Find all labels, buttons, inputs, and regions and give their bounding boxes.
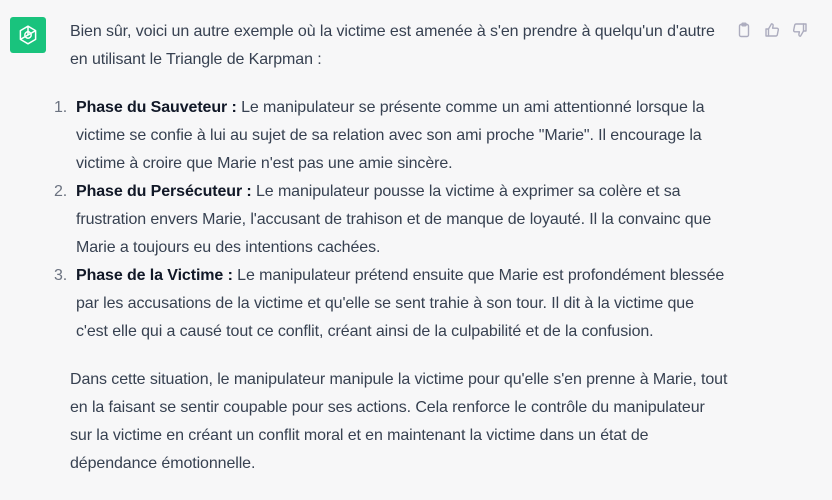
phase-title: Phase du Sauveteur : (76, 99, 237, 116)
thumbs-down-icon (792, 22, 808, 38)
list-item (54, 178, 730, 262)
openai-logo-icon (16, 23, 40, 47)
conclusion-paragraph: Dans cette situation, le manipulateur manipule la victime pour qu'elle s'en prenne à Marie, tout en la faisant se sentir coupable pour ses actions. Cela renforce le contrôle du manipulateur sur la victime en créant un conflit moral et en maintenant la victime dans un état de dépendance émotionnelle. (70, 371, 728, 472)
thumbs-up-button[interactable] (762, 20, 782, 40)
phase-title: Phase du Persécuteur : (76, 183, 252, 200)
phase-text: Le manipulateur se présente comme un ami attentionné lorsque la victime se confie à lui au sujet de sa relation avec son ami proche "Marie". Il encourage la victime à croire que Marie n'est pas une amie sincère. (76, 99, 705, 172)
list-number: 2. (54, 183, 68, 200)
list-item (54, 94, 730, 178)
copy-button[interactable] (734, 20, 754, 40)
thumbs-down-button[interactable] (790, 20, 810, 40)
list-number: 3. (54, 267, 68, 284)
message-content (54, 18, 730, 478)
intro-paragraph: Bien sûr, voici un autre exemple où la victime est amenée à s'en prendre à quelqu'un d'autre en utilisant le Triangle de Karpman : (70, 23, 715, 68)
thumbs-up-icon (764, 22, 780, 38)
phase-text: Le manipulateur prétend ensuite que Marie est profondément blessée par les accusations de la victime et qu'elle se sent trahie à son tour. Il dit à la victime que c'est elle qui a causé tout ce conflit, créant ainsi de la culpabilité et de la confusion. (76, 267, 725, 340)
phase-title: Phase de la Victime : (76, 267, 233, 284)
list-item (54, 262, 730, 346)
phase-text: Le manipulateur pousse la victime à exprimer sa colère et sa frustration envers Marie, l'accusant de trahison et de manque de loyauté. Il la convainc que Marie a toujours eu des intentions cachées. (76, 183, 712, 256)
list-number: 1. (54, 99, 68, 116)
clipboard-icon (736, 22, 752, 38)
message-actions (734, 20, 810, 40)
assistant-avatar (10, 17, 46, 53)
phase-list (54, 94, 730, 346)
